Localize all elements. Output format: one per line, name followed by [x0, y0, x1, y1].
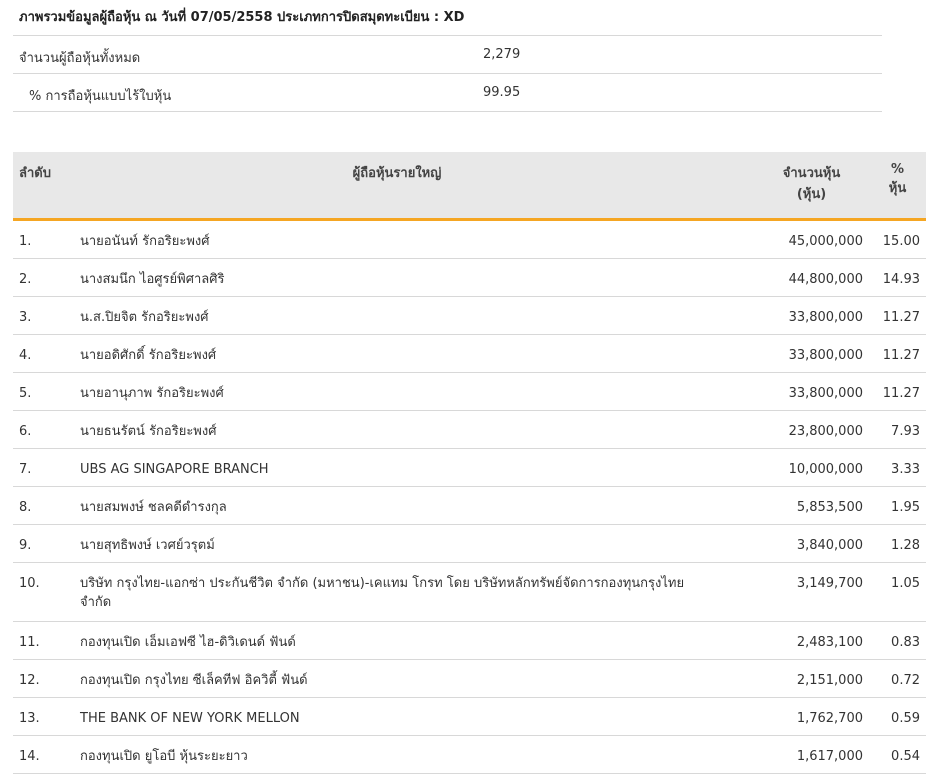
table-row [13, 335, 926, 373]
row-rank: 9. [13, 525, 66, 563]
row-holder-name: นายอานุภาพ รักอริยะพงศ์ [66, 373, 720, 411]
row-holder-name: นายสมพงษ์ ชลคดีดำรงกุล [66, 487, 720, 525]
shareholder-overview [13, 0, 882, 112]
row-pct: 11.27 [869, 373, 926, 411]
row-shares: 5,853,500 [720, 487, 869, 525]
header-rank: ลำดับ [13, 152, 66, 220]
row-rank: 7. [13, 449, 66, 487]
row-pct: 0.83 [869, 622, 926, 660]
row-holder-name: นายอนันท์ รักอริยะพงศ์ [66, 220, 720, 259]
table-row [13, 449, 926, 487]
row-holder-name: กองทุนเปิด เอ็มเอฟซี ไฮ-ดิวิเดนด์ ฟันด์ [66, 622, 720, 660]
row-pct: 14.93 [869, 259, 926, 297]
row-pct: 1.28 [869, 525, 926, 563]
row-holder-name: นายธนรัตน์ รักอริยะพงศ์ [66, 411, 720, 449]
table-row [13, 411, 926, 449]
row-holder-name: UBS AG SINGAPORE BRANCH [66, 449, 720, 487]
row-pct: 7.93 [869, 411, 926, 449]
row-shares: 33,800,000 [720, 335, 869, 373]
row-shares: 2,151,000 [720, 660, 869, 698]
table-row [13, 660, 926, 698]
header-shares-line1: จำนวนหุ้น [782, 166, 841, 181]
row-holder-name: บริษัท กรุงไทย-แอกซ่า ประกันชีวิต จำกัด (มหาชน)-เคแทม โกรท โดย บริษัทหลักทรัพย์จัดการกองทุนกรุงไทย จำกัด [66, 563, 720, 622]
row-rank: 6. [13, 411, 66, 449]
row-rank: 3. [13, 297, 66, 335]
table-row [13, 297, 926, 335]
header-shares-line2: (หุ้น) [796, 187, 827, 202]
row-rank: 12. [13, 660, 66, 698]
summary-row-total-holders [13, 36, 882, 74]
table-row [13, 259, 926, 297]
row-shares: 1,762,700 [720, 698, 869, 736]
row-pct: 11.27 [869, 297, 926, 335]
header-pct-line2: หุ้น [888, 181, 907, 196]
table-row [13, 698, 926, 736]
header-pct-line1: % [890, 162, 905, 177]
row-pct: 0.72 [869, 660, 926, 698]
row-shares: 44,800,000 [720, 259, 869, 297]
row-rank: 13. [13, 698, 66, 736]
row-rank: 5. [13, 373, 66, 411]
row-rank: 2. [13, 259, 66, 297]
summary-label: % การถือหุ้นแบบไร้ใบหุ้น [29, 89, 172, 104]
table-row [13, 487, 926, 525]
row-shares: 33,800,000 [720, 297, 869, 335]
row-shares: 33,800,000 [720, 373, 869, 411]
table-body [13, 220, 926, 774]
row-shares: 23,800,000 [720, 411, 869, 449]
row-rank: 8. [13, 487, 66, 525]
row-pct: 1.05 [869, 563, 926, 622]
row-rank: 11. [13, 622, 66, 660]
table-row [13, 525, 926, 563]
row-pct: 0.54 [869, 736, 926, 774]
row-shares: 10,000,000 [720, 449, 869, 487]
row-shares: 3,840,000 [720, 525, 869, 563]
row-shares: 1,617,000 [720, 736, 869, 774]
table-row [13, 220, 926, 259]
row-pct: 3.33 [869, 449, 926, 487]
row-shares: 2,483,100 [720, 622, 869, 660]
summary-label: จำนวนผู้ถือหุ้นทั้งหมด [19, 51, 141, 66]
table-row [13, 736, 926, 774]
row-pct: 0.59 [869, 698, 926, 736]
header-shares [720, 152, 869, 220]
header-name: ผู้ถือหุ้นรายใหญ่ [66, 152, 720, 220]
row-holder-name: นายสุทธิพงษ์ เวศย์วรุตม์ [66, 525, 720, 563]
page-title: ภาพรวมข้อมูลผู้ถือหุ้น ณ วันที่ 07/05/2558 ประเภทการปิดสมุดทะเบียน : XD [13, 0, 882, 36]
summary-row-scripless-pct [13, 74, 882, 112]
table-row [13, 563, 926, 622]
row-rank: 14. [13, 736, 66, 774]
row-holder-name: นายอดิศักดิ์ รักอริยะพงศ์ [66, 335, 720, 373]
row-shares: 3,149,700 [720, 563, 869, 622]
table-row [13, 622, 926, 660]
row-holder-name: น.ส.ปิยจิต รักอริยะพงศ์ [66, 297, 720, 335]
row-rank: 4. [13, 335, 66, 373]
row-holder-name: กองทุนเปิด ยูโอบี หุ้นระยะยาว [66, 736, 720, 774]
header-pct [869, 152, 926, 220]
major-shareholders-table [13, 152, 926, 774]
summary-value: 99.95 [483, 85, 521, 100]
row-holder-name: กองทุนเปิด กรุงไทย ซีเล็คทีฟ อิควิตี้ ฟันด์ [66, 660, 720, 698]
summary-value: 2,279 [483, 47, 521, 62]
row-shares: 45,000,000 [720, 220, 869, 259]
row-rank: 1. [13, 220, 66, 259]
row-holder-name: นางสมนึก ไอศูรย์พิศาลศิริ [66, 259, 720, 297]
row-rank: 10. [13, 563, 66, 622]
table-row [13, 373, 926, 411]
row-pct: 11.27 [869, 335, 926, 373]
table-header-row [13, 152, 926, 220]
row-pct: 15.00 [869, 220, 926, 259]
row-holder-name: THE BANK OF NEW YORK MELLON [66, 698, 720, 736]
row-pct: 1.95 [869, 487, 926, 525]
